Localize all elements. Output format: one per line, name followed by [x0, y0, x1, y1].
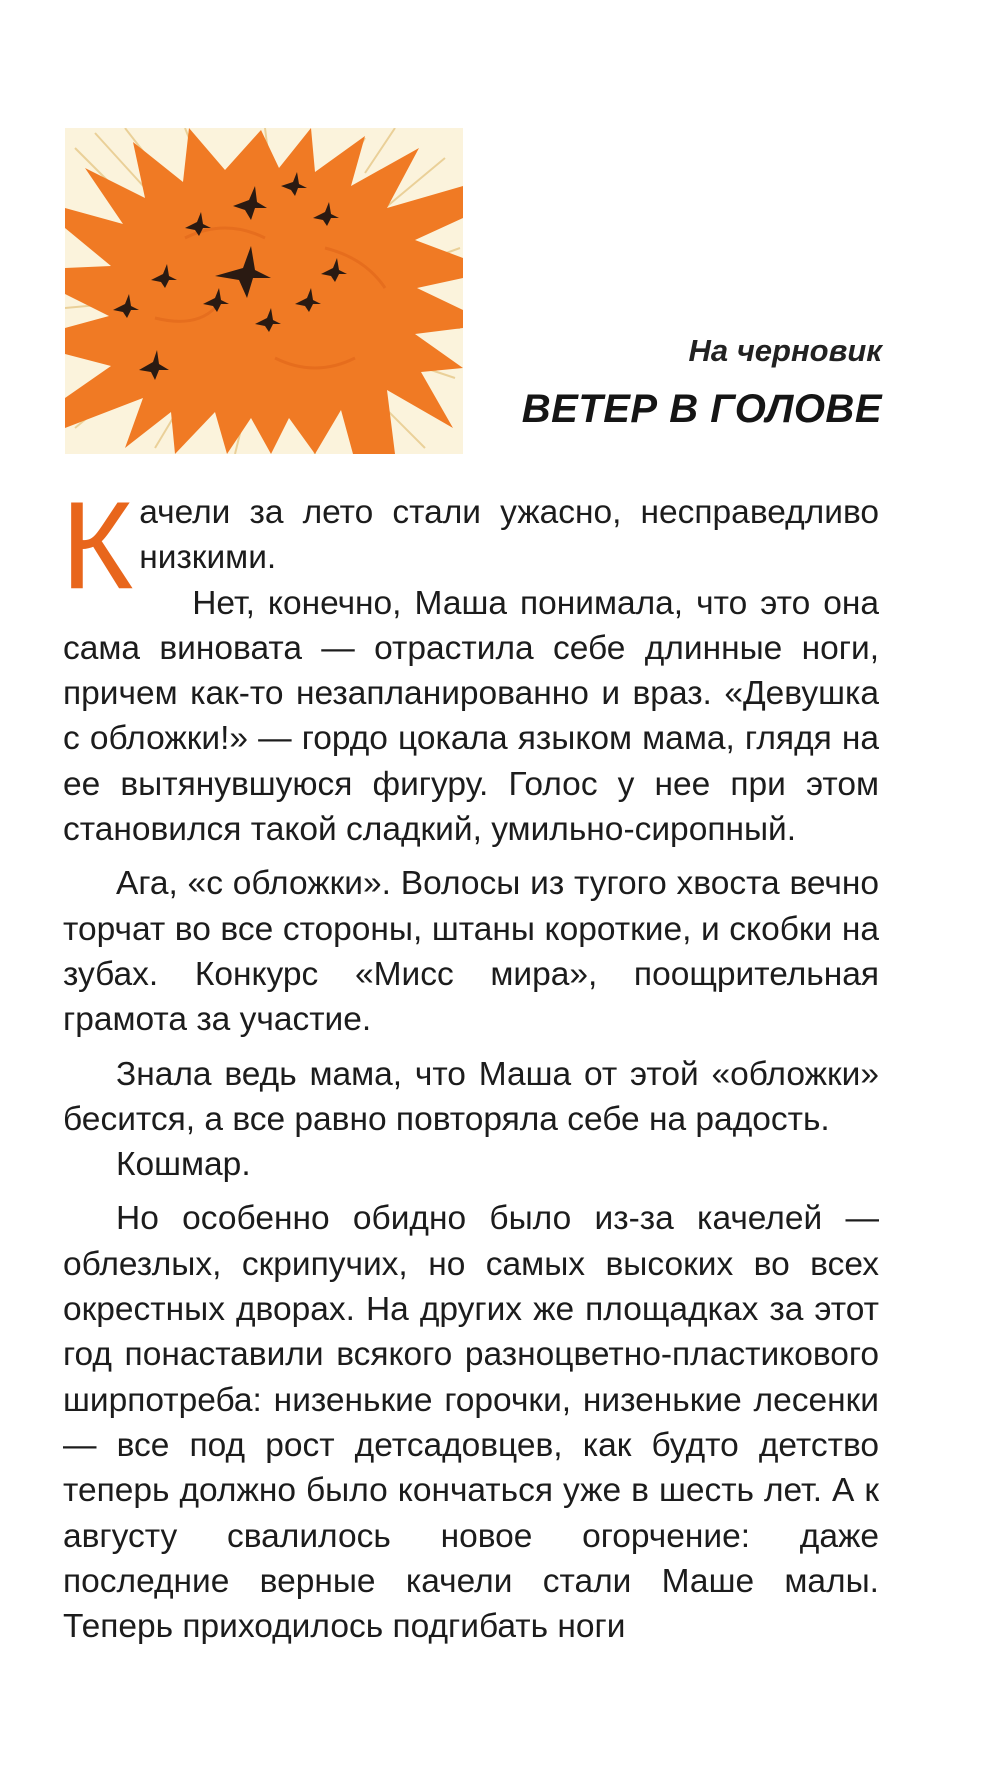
paragraph [63, 1142, 879, 1187]
paragraph [63, 1196, 879, 1649]
paragraph-text: Ага, «с обложки». Волосы из тугого хвоста вечно торчат во все стороны, штаны короткие, и скобки на зубах. Конкурс «Мисс мира», поощрительная грамота за участие. [63, 865, 879, 1039]
paragraph [63, 861, 879, 1042]
sun-with-birds-image [65, 128, 463, 454]
story-heading [522, 330, 882, 434]
drop-cap: К [61, 477, 134, 615]
paragraph-text: Но особенно обидно было из-за качелей — облезлых, скрипучих, но самых высоких во всех окрестных дворах. На других же площадках за этот год понаставили всякого разноцветно-пластикового ширпотреба: низенькие горочки, низенькие лесенки — все под рост детсадовцев, как будто детство теперь должно было кончаться уже в шесть лет. А к августу свалилось новое огорчение: даже последние верные качели стали Маше малы. Теперь приходилось подгибать ноги [63, 1200, 879, 1646]
story-title: ВЕТЕР В ГОЛОВЕ [521, 387, 882, 431]
sun-illustration [65, 128, 463, 454]
paragraph-text: Нет, конечно, Маша понимала, что это она сама виновата — отрастила себе длинные ноги, причем как-то незапланированно и враз. «Девушка с обложки!» — гордо цокала языком мама, глядя на ее вытянувшуюся фигуру. Голос у нее при этом становился такой сладкий, умильно-сиропный. [63, 584, 879, 849]
paragraph [63, 581, 879, 853]
paragraph-text: ачели за лето стали ужасно, несправедливо низкими. [139, 494, 879, 577]
rubric-label: На черновик [688, 333, 882, 368]
paragraph-text: Кошмар. [116, 1146, 251, 1184]
paragraph-text: Знала ведь мама, что Маша от этой «обложки» бесится, а все равно повторяла себе на радость. [63, 1055, 879, 1138]
paragraph [61, 477, 879, 615]
story-text [61, 477, 879, 1649]
paragraph [63, 1052, 879, 1143]
